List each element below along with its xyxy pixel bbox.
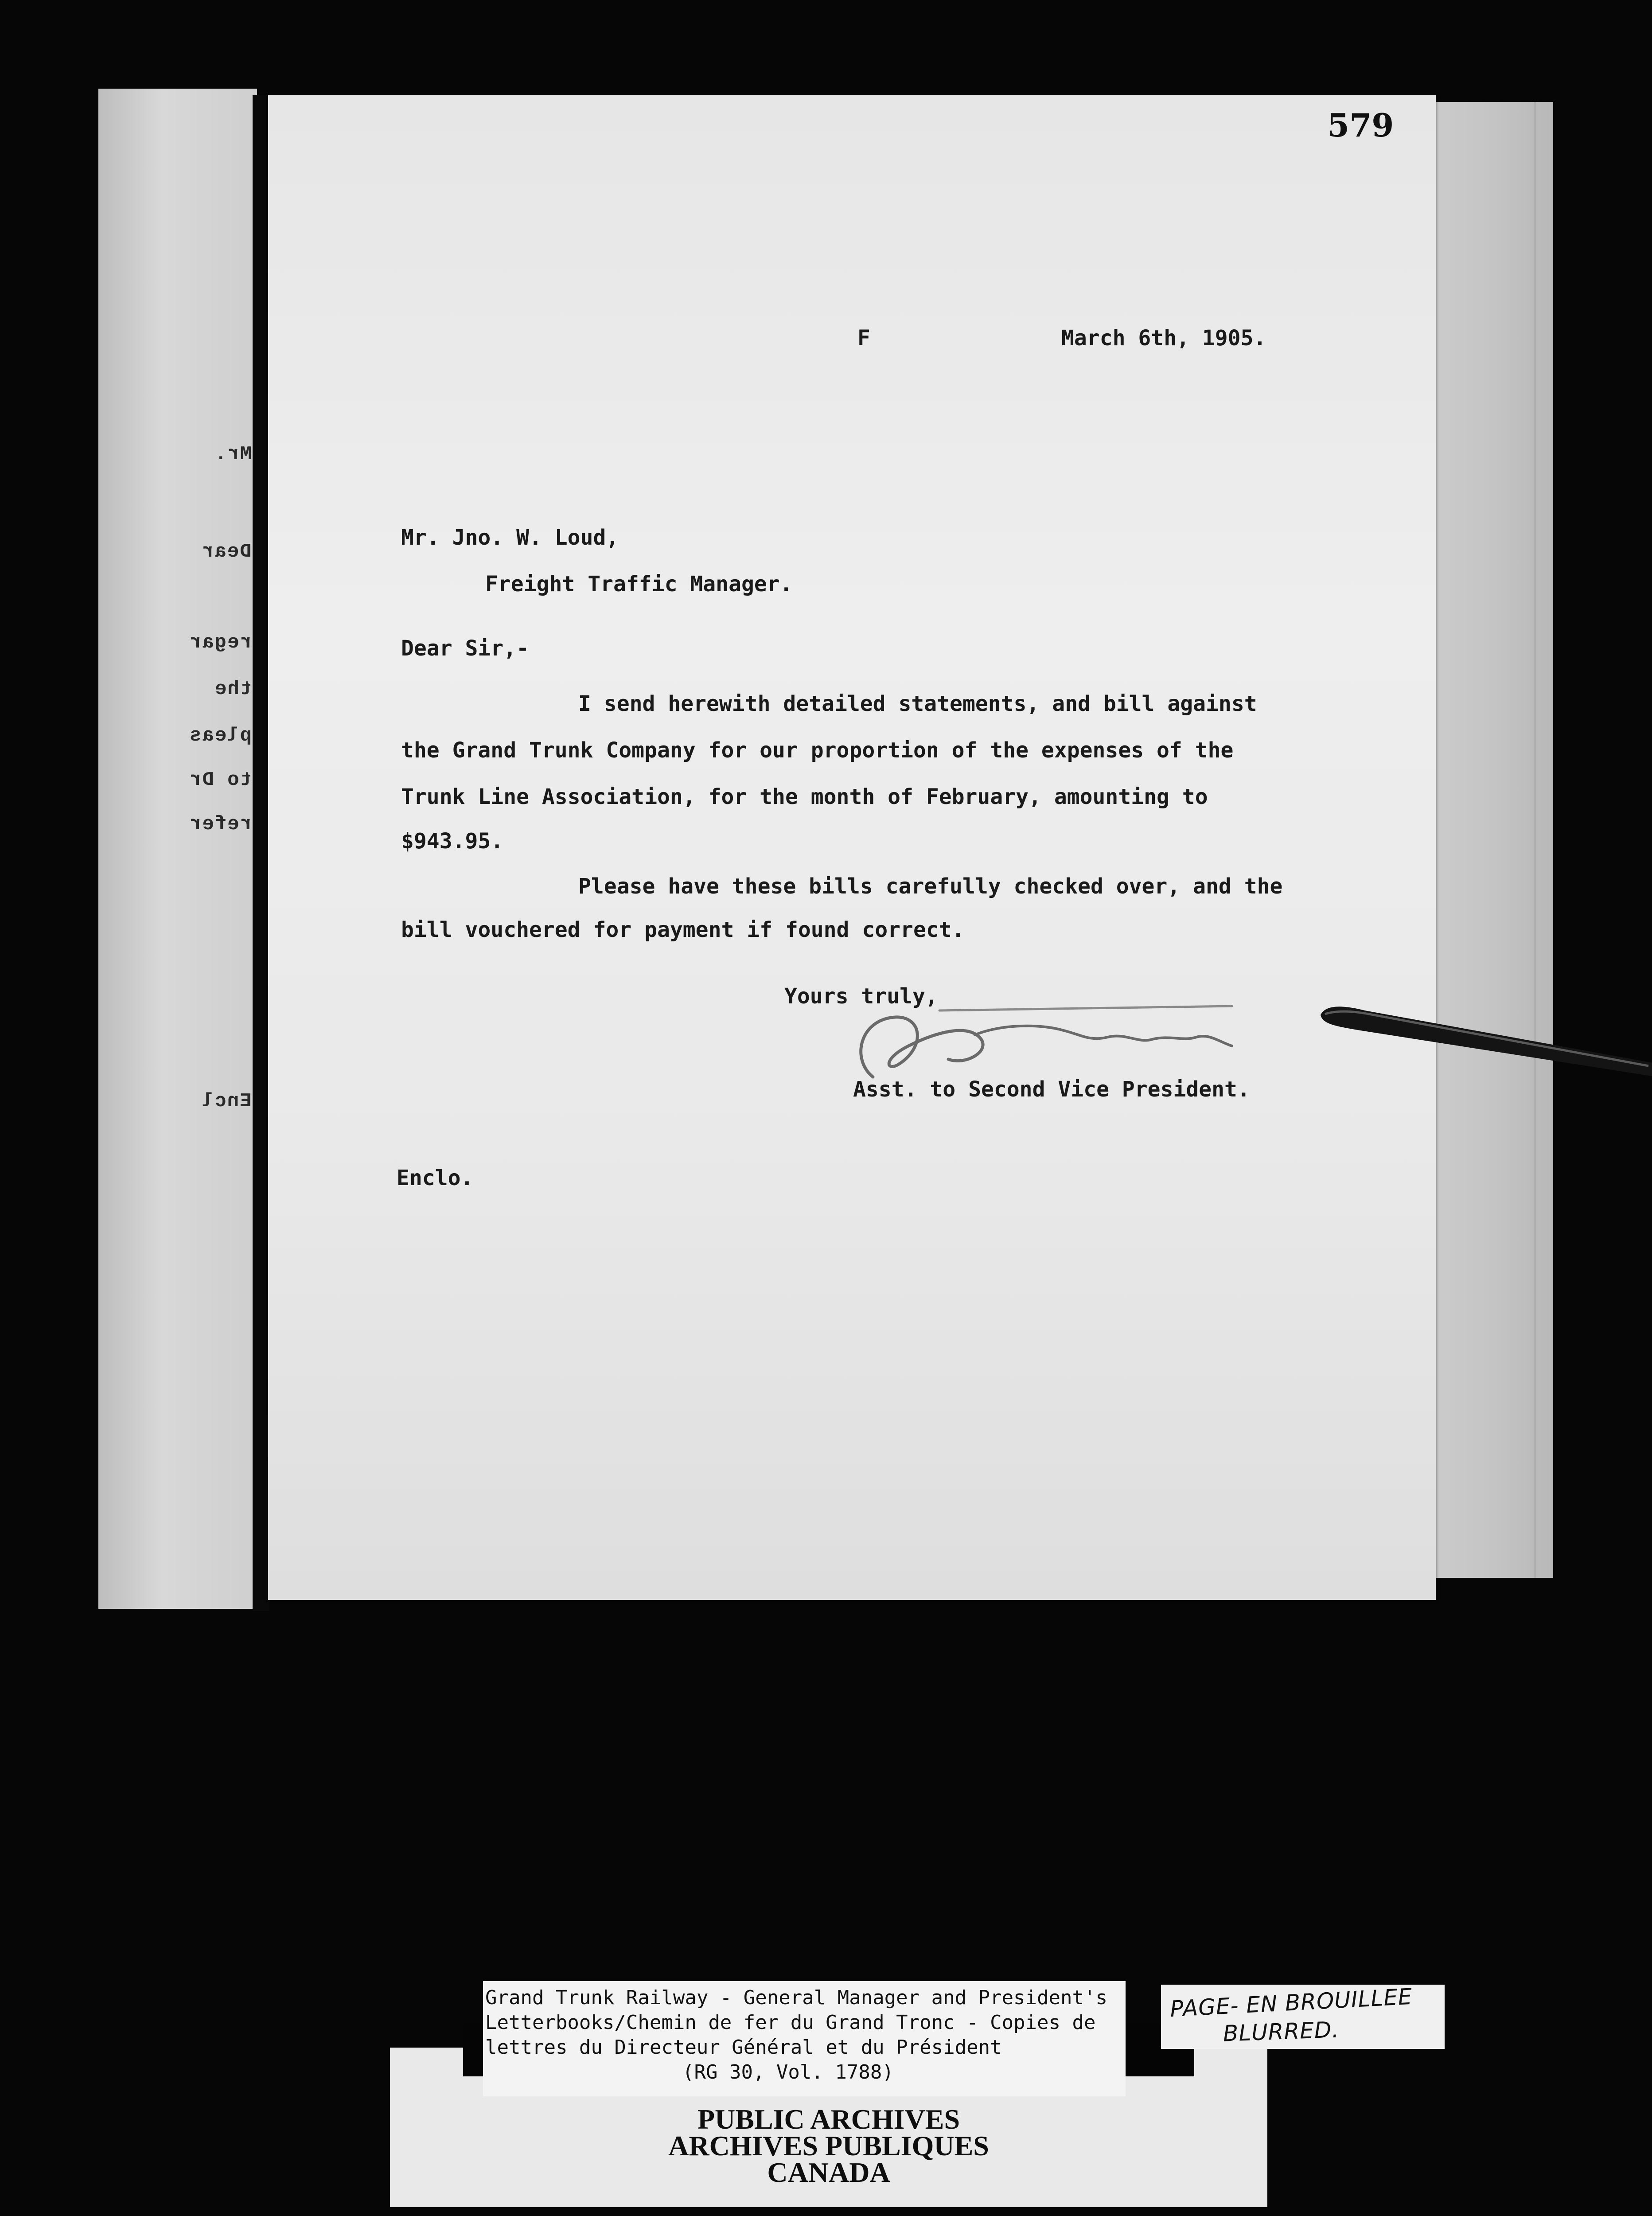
closing: Yours truly, <box>784 984 938 1009</box>
salutation: Dear Sir,- <box>401 636 529 661</box>
enclosure-note: Enclo. <box>397 1166 474 1190</box>
facing-page-fragment: Mr. <box>214 443 252 465</box>
body-line: the Grand Trunk Company for our proportion of the expenses of the <box>401 738 1234 763</box>
archive-label-line: (RG 30, Vol. 1788) <box>682 2061 894 2083</box>
folio-number: 579 <box>1327 106 1394 144</box>
file-mark: F <box>857 326 870 351</box>
quality-note-line: PAGE- EN BROUILLEE <box>1169 1983 1413 2022</box>
archive-label-line: Grand Trunk Railway - General Manager and President's <box>485 1986 1107 2009</box>
archives-stamp-line: ARCHIVES PUBLIQUES <box>668 2130 989 2161</box>
archives-stamp-line: CANADA <box>767 2157 890 2188</box>
facing-page-fragment: regar <box>188 632 252 654</box>
facing-page <box>98 89 257 1609</box>
facing-page-fragment: to Dr <box>188 769 252 791</box>
body-line: bill vouchered for payment if found correct. <box>401 917 965 942</box>
quality-note-line: BLURRED. <box>1223 2017 1340 2047</box>
facing-page-fragment: pleas <box>188 725 252 747</box>
body-line: $943.95. <box>401 829 504 854</box>
facing-page-fragment: the <box>214 678 252 700</box>
body-line: Trunk Line Association, for the month of February, amounting to <box>401 784 1208 809</box>
pen-pointer <box>1312 988 1652 1077</box>
facing-page-fragment: Encl <box>201 1090 252 1112</box>
archive-label-line: Letterbooks/Chemin de fer du Grand Tronc - Copies de <box>485 2011 1096 2034</box>
archive-label-line: lettres du Directeur Général et du Président <box>485 2036 1002 2059</box>
signer-title: Asst. to Second Vice President. <box>853 1077 1250 1102</box>
book-gutter <box>253 95 269 1611</box>
recipient-title: Freight Traffic Manager. <box>485 572 793 597</box>
body-line: I send herewith detailed statements, and bill against <box>578 691 1257 716</box>
recipient-name: Mr. Jno. W. Loud, <box>401 525 619 550</box>
body-line: Please have these bills carefully checked over, and the <box>578 874 1283 899</box>
letter-date: March 6th, 1905. <box>1061 326 1266 351</box>
archives-stamp-line: PUBLIC ARCHIVES <box>697 2103 960 2135</box>
facing-page-fragment: refer <box>188 813 252 835</box>
facing-page-fragment: Dear <box>201 541 252 563</box>
